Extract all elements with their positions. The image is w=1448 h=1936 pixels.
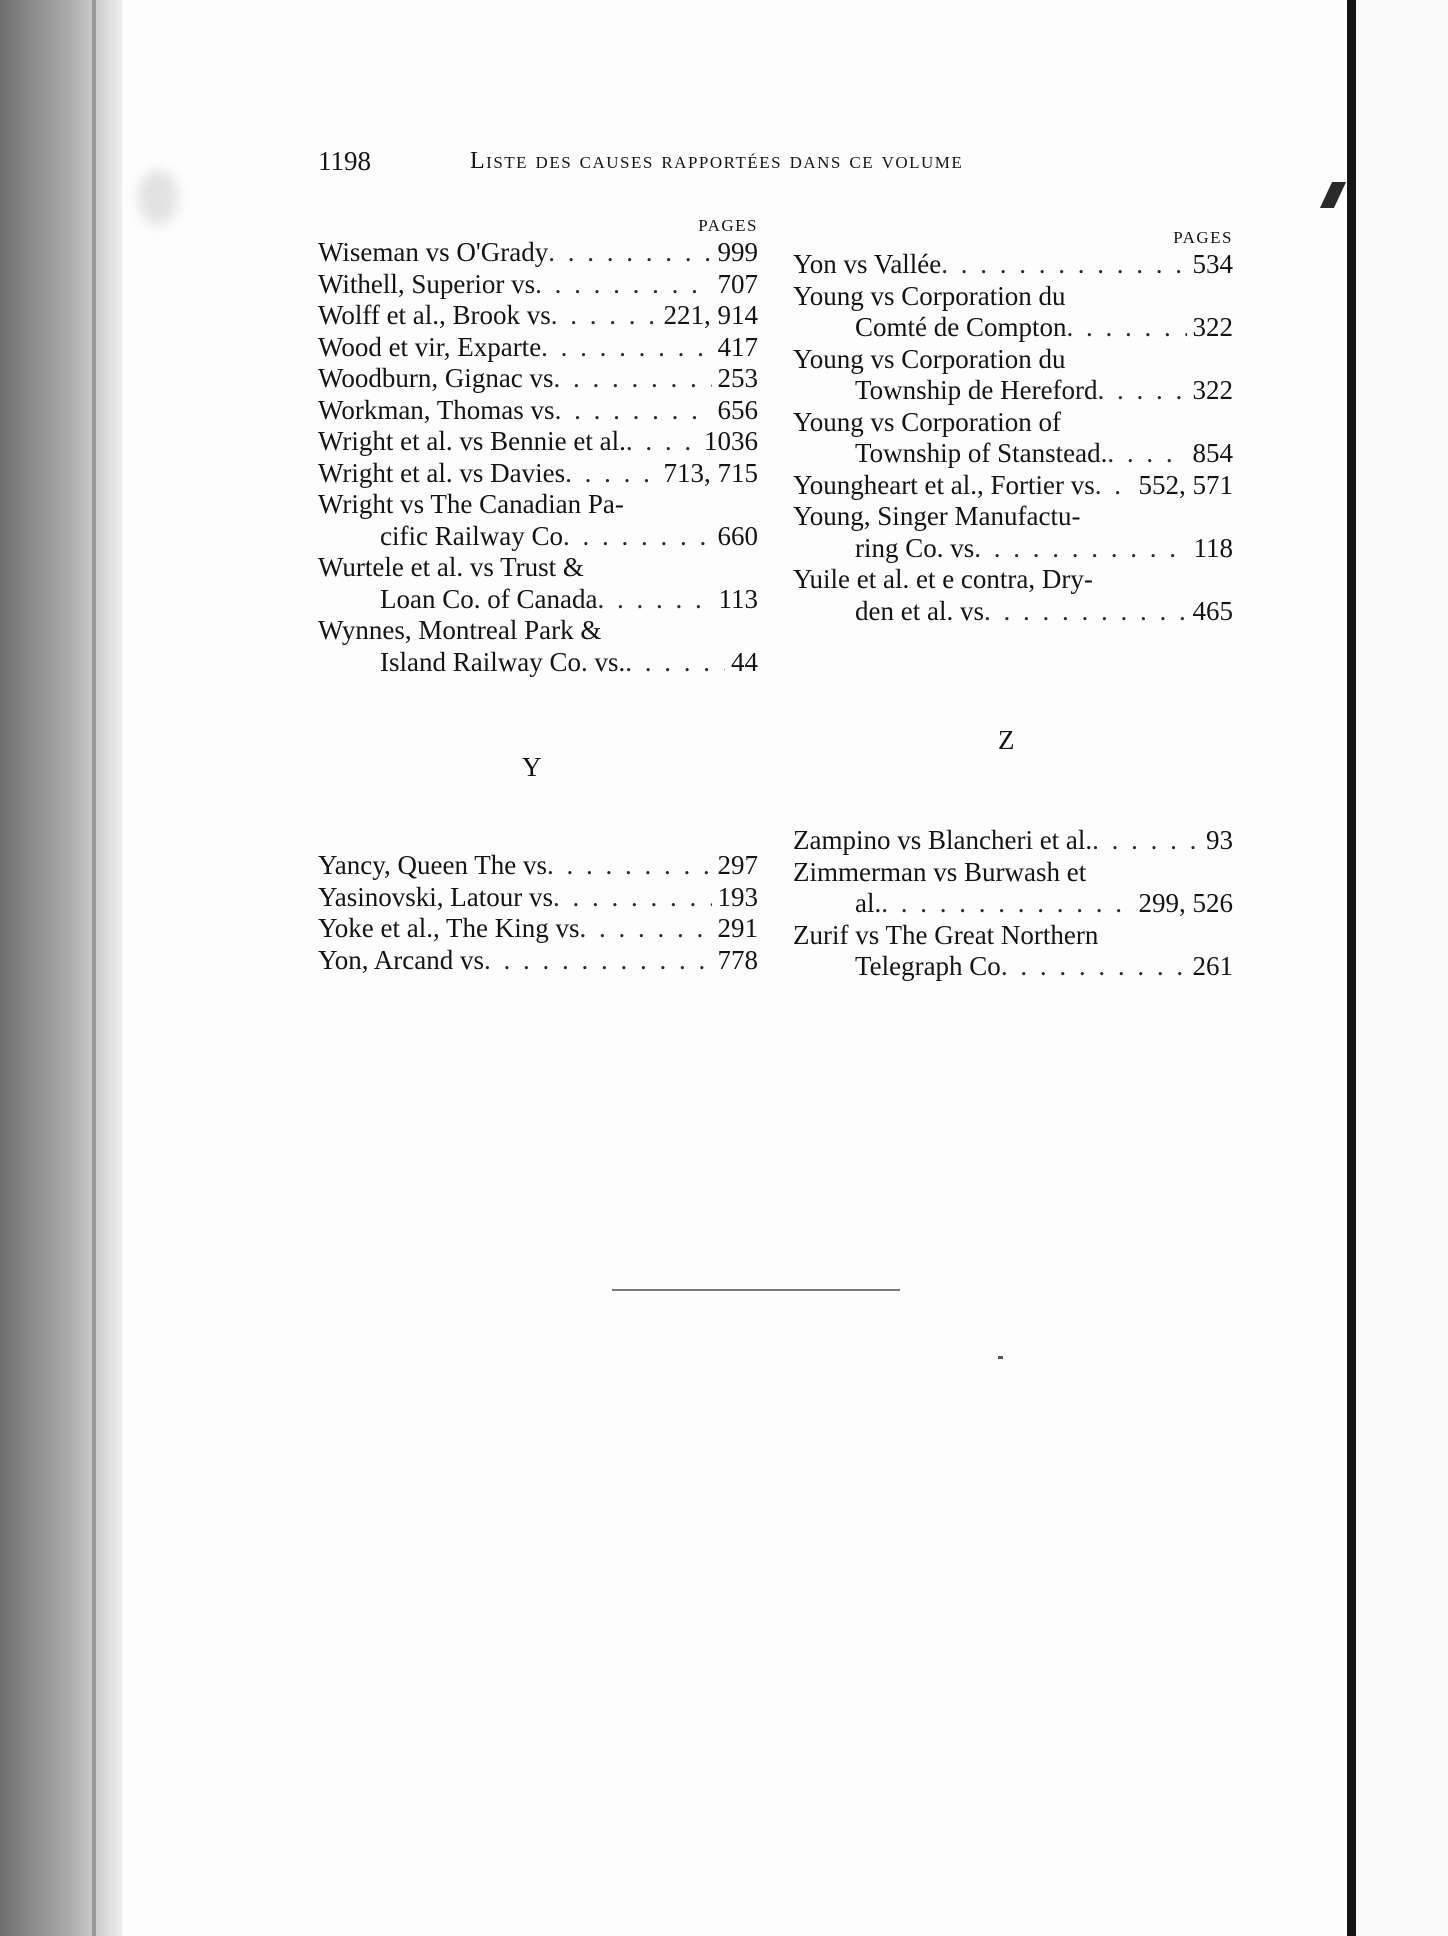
entry-text: Wiseman vs O'Grady: [318, 237, 549, 267]
entry-page-numbers: 778: [717, 944, 758, 975]
entry-title-line: [793, 564, 1233, 596]
entry-title-line: [318, 363, 758, 395]
index-entry: [793, 501, 1233, 564]
index-entry: [318, 237, 758, 269]
entry-page-numbers: 465: [1192, 595, 1233, 626]
dot-leader: [1098, 375, 1187, 407]
w-entries-column: [318, 215, 758, 678]
entry-title-line: [318, 552, 758, 584]
entry-title-line: [793, 470, 1233, 502]
gutter-fold: [92, 0, 96, 1936]
entry-page-numbers: 1036: [704, 426, 758, 456]
entry-title-line: [318, 332, 758, 364]
entry-page-numbers: 93: [1206, 825, 1233, 855]
entry-text: Yon vs Vallée: [793, 249, 942, 279]
entry-continuation-line: [793, 312, 1233, 344]
entry-continuation-line: [793, 438, 1233, 470]
page-smudge: [138, 170, 178, 225]
entry-title-line: [793, 344, 1233, 376]
entry-text: cific Railway Co: [380, 520, 563, 551]
entry-text: Wurtele et al. vs Trust &: [318, 552, 584, 582]
entry-text: Township de Hereford: [855, 375, 1098, 405]
index-entry: [793, 857, 1233, 920]
entry-text: Yon, Arcand vs: [318, 944, 485, 975]
dot-leader: [535, 269, 711, 301]
index-entry: [318, 269, 758, 301]
entry-page-numbers: 322: [1192, 312, 1233, 342]
index-entry: [318, 363, 758, 395]
entry-continuation-line: [318, 647, 758, 679]
entry-page-numbers: 118: [1193, 532, 1233, 563]
entry-title-line: [318, 615, 758, 647]
entry-text: Island Railway Co. vs.: [380, 646, 626, 677]
entry-title-line: [318, 395, 758, 427]
entry-page-numbers: 417: [717, 331, 758, 362]
dot-leader: [1067, 312, 1187, 344]
entry-title-line: [318, 913, 758, 945]
entry-page-numbers: 713, 715: [663, 457, 758, 488]
index-entry: [793, 564, 1233, 627]
entry-text: den et al. vs: [855, 595, 984, 626]
dot-leader: [984, 596, 1187, 628]
index-entry: [318, 945, 758, 977]
entry-page-numbers: 297: [717, 850, 758, 880]
entry-text: Wynnes, Montreal Park &: [318, 615, 602, 645]
scan-margin: [1356, 0, 1448, 1936]
entry-page-numbers: 253: [717, 363, 758, 393]
entry-text: Youngheart et al., Fortier vs: [793, 469, 1095, 500]
entry-text: Zampino vs Blancheri et al.: [793, 825, 1093, 855]
index-entry: [793, 344, 1233, 407]
running-header: [318, 146, 1088, 186]
entry-page-numbers: 552, 571: [1138, 469, 1233, 500]
entry-text: Young vs Corporation du: [793, 343, 1066, 374]
index-entry: [318, 395, 758, 427]
entry-title-line: [318, 945, 758, 977]
entry-title-line: [318, 489, 758, 521]
dot-leader: [1107, 438, 1186, 470]
entry-text: Yancy, Queen The vs: [318, 850, 547, 880]
running-title: Liste des causes rapportées dans ce volume: [470, 148, 964, 174]
entry-text: Yuile et al. et e contra, Dry-: [793, 564, 1093, 594]
y-continued-column: [793, 215, 1233, 627]
index-entry: [318, 552, 758, 615]
entry-title-line: [318, 300, 758, 332]
entry-continuation-line: [793, 888, 1233, 920]
entry-text: Yasinovski, Latour vs: [318, 881, 554, 912]
entry-page-numbers: 221, 914: [663, 300, 758, 330]
index-entry: [318, 882, 758, 914]
entry-continuation-line: [793, 596, 1233, 628]
book-spine-shadow: [0, 0, 122, 1936]
entry-text: Yoke et al., The King vs: [318, 913, 580, 943]
index-entry: [318, 332, 758, 364]
entry-continuation-line: [793, 375, 1233, 407]
entry-title-line: [318, 426, 758, 458]
entry-title-line: [793, 920, 1233, 952]
entry-page-numbers: 322: [1192, 375, 1233, 405]
dot-leader: [1095, 470, 1133, 502]
index-entry: [793, 281, 1233, 344]
dot-leader: [580, 913, 712, 945]
dot-leader: [974, 533, 1187, 565]
dot-leader: [941, 249, 1186, 281]
entry-page-numbers: 291: [717, 913, 758, 943]
dot-leader: [1001, 951, 1187, 983]
entry-title-line: [318, 458, 758, 490]
entry-title-line: [793, 249, 1233, 281]
entry-page-numbers: 299, 526: [1138, 888, 1233, 918]
dot-leader: [1092, 825, 1200, 857]
index-entry: [318, 615, 758, 678]
y-right-entries-list: [793, 249, 1233, 627]
entry-text: Young, Singer Manufactu-: [793, 501, 1081, 531]
entry-text: Wood et vir, Exparte: [318, 331, 542, 362]
entry-page-numbers: 193: [717, 881, 758, 912]
index-entry: [318, 850, 758, 882]
entry-page-numbers: 999: [717, 237, 758, 267]
entry-text: Wright vs The Canadian Pa-: [318, 489, 624, 519]
entry-continuation-line: [318, 521, 758, 553]
entry-text: Loan Co. of Canada: [380, 583, 598, 614]
dot-leader: [881, 888, 1132, 920]
index-entry: [793, 825, 1233, 857]
entry-text: Withell, Superior vs: [318, 268, 536, 299]
entry-text: Township of Stanstead.: [855, 438, 1108, 468]
entry-text: Young vs Corporation of: [793, 406, 1062, 437]
entry-text: ring Co. vs: [855, 532, 975, 563]
page-edge-border: [1347, 0, 1356, 1936]
dot-leader: [547, 850, 712, 882]
w-entries-list: [318, 237, 758, 678]
entry-page-numbers: 44: [731, 646, 758, 677]
entry-title-line: [318, 237, 758, 269]
dot-leader: [551, 300, 658, 332]
page-number: 1198: [318, 146, 371, 176]
entry-title-line: [793, 281, 1233, 313]
entry-page-numbers: 534: [1192, 249, 1233, 279]
dot-leader: [625, 647, 725, 679]
entry-title-line: [318, 882, 758, 914]
dot-leader: [597, 584, 712, 616]
index-entry: [318, 489, 758, 552]
section-divider-rule: [612, 1289, 900, 1291]
dot-leader: [563, 521, 712, 553]
dot-leader: [555, 395, 712, 427]
entry-text: Zurif vs The Great Northern: [793, 919, 1099, 950]
entry-page-numbers: 113: [718, 583, 758, 614]
dot-leader: [553, 882, 711, 914]
index-entry: [318, 458, 758, 490]
index-entry: [793, 920, 1233, 983]
entry-text: Wolff et al., Brook vs: [318, 300, 551, 330]
entry-page-numbers: 656: [717, 394, 758, 425]
dot-leader: [541, 332, 711, 364]
entry-text: Young vs Corporation du: [793, 280, 1066, 311]
entry-text: Workman, Thomas vs: [318, 394, 555, 425]
section-letter-y: Y: [522, 752, 542, 782]
entry-title-line: [793, 501, 1233, 533]
index-entry: [318, 913, 758, 945]
entry-text: Wright et al. vs Bennie et al.: [318, 426, 626, 456]
entry-page-numbers: 261: [1192, 951, 1233, 981]
entry-text: Wright et al. vs Davies: [318, 457, 566, 488]
entry-text: Comté de Compton: [855, 312, 1067, 342]
dot-leader: [484, 945, 711, 977]
entry-title-line: [793, 825, 1233, 857]
dot-leader: [554, 363, 712, 395]
entry-page-numbers: 707: [717, 268, 758, 299]
index-entry: [793, 249, 1233, 281]
entry-continuation-line: [793, 951, 1233, 983]
index-entry: [318, 426, 758, 458]
entry-title-line: [793, 857, 1233, 889]
entry-text: Zimmerman vs Burwash et: [793, 856, 1087, 887]
dot-leader: [548, 237, 711, 269]
index-entry: [318, 300, 758, 332]
entry-title-line: [318, 269, 758, 301]
entry-text: Woodburn, Gignac vs: [318, 363, 554, 393]
pages-column-label: PAGES: [1173, 228, 1233, 247]
pages-column-label: PAGES: [698, 216, 758, 235]
z-entries-list: [793, 825, 1233, 983]
section-letter-z: Z: [998, 725, 1015, 755]
index-entry: [793, 470, 1233, 502]
entry-continuation-line: [793, 533, 1233, 565]
entry-continuation-line: [318, 584, 758, 616]
entry-page-numbers: 854: [1192, 438, 1233, 468]
entry-title-line: [793, 407, 1233, 439]
entry-page-numbers: 660: [717, 520, 758, 551]
index-entry: [793, 407, 1233, 470]
dot-leader: [565, 458, 657, 490]
y-entries-list: [318, 850, 758, 976]
ink-speck: [998, 1356, 1003, 1359]
entry-text: al.: [855, 888, 882, 918]
dot-leader: [626, 426, 698, 458]
entry-title-line: [318, 850, 758, 882]
entry-text: Telegraph Co: [855, 951, 1001, 981]
